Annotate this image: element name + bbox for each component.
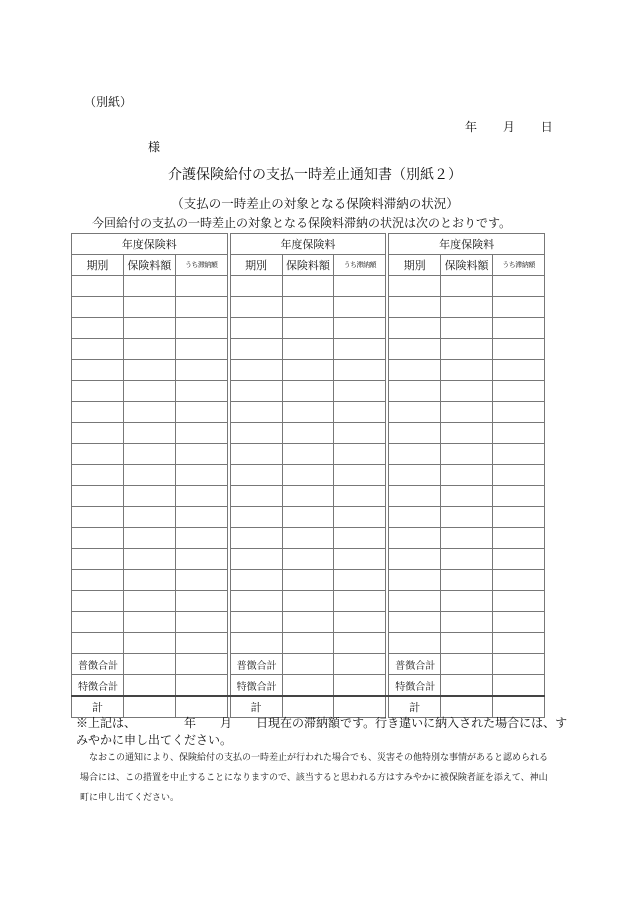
document-title: 介護保険給付の支払一時差止通知書（別紙２） bbox=[168, 167, 462, 183]
table-row bbox=[72, 444, 545, 465]
table-cell bbox=[441, 570, 493, 591]
table-cell bbox=[123, 591, 175, 612]
table-cell bbox=[282, 591, 334, 612]
summary-label: 特徴合計 bbox=[72, 675, 124, 697]
summary-label: 計 bbox=[230, 696, 282, 718]
table-cell bbox=[123, 402, 175, 423]
table-row bbox=[72, 465, 545, 486]
table-cell bbox=[230, 402, 282, 423]
table-cell bbox=[123, 633, 175, 654]
table-cell bbox=[334, 486, 386, 507]
table-cell bbox=[282, 549, 334, 570]
group-header: 年度保険料 bbox=[230, 234, 386, 255]
table-cell bbox=[282, 654, 334, 675]
table-cell bbox=[230, 570, 282, 591]
table-cell bbox=[72, 570, 124, 591]
table-cell bbox=[175, 360, 227, 381]
table-cell bbox=[230, 423, 282, 444]
table-cell bbox=[334, 444, 386, 465]
summary-label: 計 bbox=[72, 696, 124, 718]
table-cell bbox=[175, 549, 227, 570]
table-cell bbox=[493, 612, 545, 633]
table-cell bbox=[175, 318, 227, 339]
table-cell bbox=[175, 507, 227, 528]
table-cell bbox=[493, 486, 545, 507]
table-cell bbox=[72, 276, 124, 297]
table-cell bbox=[175, 339, 227, 360]
table-cell bbox=[493, 675, 545, 697]
table-cell bbox=[72, 591, 124, 612]
table-cell bbox=[72, 318, 124, 339]
column-header: 期別 bbox=[230, 255, 282, 276]
table-cell bbox=[230, 528, 282, 549]
column-header: 期別 bbox=[389, 255, 441, 276]
table-cell bbox=[230, 612, 282, 633]
table-cell bbox=[493, 465, 545, 486]
table-cell bbox=[282, 402, 334, 423]
date-month: 月 bbox=[502, 120, 515, 134]
table-cell bbox=[175, 528, 227, 549]
arrears-table bbox=[71, 233, 545, 718]
table-row bbox=[72, 528, 545, 549]
table-cell bbox=[230, 381, 282, 402]
column-header: うち滞納額 bbox=[493, 255, 545, 276]
table-cell bbox=[175, 612, 227, 633]
table-row bbox=[72, 402, 545, 423]
table-cell bbox=[334, 549, 386, 570]
table-cell bbox=[493, 423, 545, 444]
table-row bbox=[72, 549, 545, 570]
table-cell bbox=[282, 465, 334, 486]
note-line-1 bbox=[76, 714, 567, 731]
date-line bbox=[465, 118, 553, 135]
table-cell bbox=[175, 381, 227, 402]
table-cell bbox=[441, 423, 493, 444]
table-row bbox=[72, 507, 545, 528]
table-cell bbox=[123, 423, 175, 444]
table-cell bbox=[230, 486, 282, 507]
table-cell bbox=[123, 297, 175, 318]
table-cell bbox=[493, 633, 545, 654]
table-cell bbox=[123, 507, 175, 528]
table-cell bbox=[123, 276, 175, 297]
table-cell bbox=[389, 591, 441, 612]
table-cell bbox=[441, 360, 493, 381]
note-rest: 日現在の滞納額です。行き違いに納入された場合には、す bbox=[256, 716, 568, 730]
table-cell bbox=[334, 360, 386, 381]
table-cell bbox=[493, 297, 545, 318]
table-cell bbox=[230, 360, 282, 381]
table-cell bbox=[230, 318, 282, 339]
table-cell bbox=[441, 486, 493, 507]
table-cell bbox=[493, 402, 545, 423]
table-cell bbox=[441, 675, 493, 697]
table-cell bbox=[230, 633, 282, 654]
note-prefix: ※上記は、 bbox=[76, 716, 137, 730]
group-header: 年度保険料 bbox=[389, 234, 545, 255]
table-cell bbox=[441, 381, 493, 402]
table-cell bbox=[123, 339, 175, 360]
table-cell bbox=[123, 381, 175, 402]
summary-label: 普徴合計 bbox=[72, 654, 124, 675]
column-header: 保険料額 bbox=[282, 255, 334, 276]
date-year: 年 bbox=[465, 120, 478, 134]
table-cell bbox=[334, 381, 386, 402]
table-cell bbox=[282, 360, 334, 381]
table-row bbox=[72, 276, 545, 297]
table-cell bbox=[72, 507, 124, 528]
table-cell bbox=[441, 591, 493, 612]
table-cell bbox=[282, 318, 334, 339]
table-cell bbox=[230, 465, 282, 486]
table-cell bbox=[282, 528, 334, 549]
table-cell bbox=[230, 591, 282, 612]
date-day: 日 bbox=[540, 120, 553, 134]
table-cell bbox=[441, 612, 493, 633]
table-cell bbox=[389, 276, 441, 297]
table-cell bbox=[389, 339, 441, 360]
table-cell bbox=[72, 465, 124, 486]
table-cell bbox=[334, 654, 386, 675]
table-cell bbox=[123, 675, 175, 697]
table-cell bbox=[389, 465, 441, 486]
table-cell bbox=[123, 528, 175, 549]
table-cell bbox=[493, 276, 545, 297]
column-header: 期別 bbox=[72, 255, 124, 276]
table-cell bbox=[493, 654, 545, 675]
table-row bbox=[72, 339, 545, 360]
table-cell bbox=[334, 675, 386, 697]
table-cell bbox=[123, 465, 175, 486]
table-cell bbox=[282, 444, 334, 465]
table-cell bbox=[334, 507, 386, 528]
table-row bbox=[72, 423, 545, 444]
table-cell bbox=[175, 444, 227, 465]
table-cell bbox=[334, 465, 386, 486]
table-cell bbox=[282, 570, 334, 591]
table-cell bbox=[493, 591, 545, 612]
table-cell bbox=[175, 465, 227, 486]
table-cell bbox=[123, 318, 175, 339]
summary-row bbox=[72, 654, 545, 675]
table-cell bbox=[389, 549, 441, 570]
table-cell bbox=[72, 486, 124, 507]
table-cell bbox=[282, 423, 334, 444]
table-cell bbox=[123, 612, 175, 633]
table-row bbox=[72, 612, 545, 633]
column-header: うち滞納額 bbox=[175, 255, 227, 276]
table-cell bbox=[282, 297, 334, 318]
table-cell bbox=[282, 612, 334, 633]
table-cell bbox=[389, 633, 441, 654]
table-cell bbox=[72, 339, 124, 360]
table-cell bbox=[334, 276, 386, 297]
table-cell bbox=[389, 507, 441, 528]
table-cell bbox=[389, 318, 441, 339]
table-cell bbox=[175, 297, 227, 318]
table-cell bbox=[282, 486, 334, 507]
table-row bbox=[72, 486, 545, 507]
table-cell bbox=[389, 402, 441, 423]
table-cell bbox=[441, 339, 493, 360]
table-cell bbox=[441, 276, 493, 297]
table-cell bbox=[72, 423, 124, 444]
table-cell bbox=[334, 528, 386, 549]
column-header: 保険料額 bbox=[123, 255, 175, 276]
table-cell bbox=[230, 276, 282, 297]
table-cell bbox=[72, 549, 124, 570]
table-cell bbox=[175, 654, 227, 675]
table-cell bbox=[230, 444, 282, 465]
table-cell bbox=[175, 486, 227, 507]
table-row bbox=[72, 360, 545, 381]
table-cell bbox=[334, 423, 386, 444]
table-cell bbox=[72, 381, 124, 402]
summary-label: 計 bbox=[389, 696, 441, 718]
table-cell bbox=[175, 276, 227, 297]
table-cell bbox=[282, 507, 334, 528]
table-cell bbox=[334, 297, 386, 318]
table-cell bbox=[175, 633, 227, 654]
table-cell bbox=[493, 570, 545, 591]
table-cell bbox=[389, 486, 441, 507]
table-cell bbox=[72, 297, 124, 318]
table-cell bbox=[493, 444, 545, 465]
table-cell bbox=[441, 633, 493, 654]
table-cell bbox=[334, 318, 386, 339]
table-cell bbox=[72, 402, 124, 423]
table-cell bbox=[389, 360, 441, 381]
summary-label: 特徴合計 bbox=[230, 675, 282, 697]
table-row bbox=[72, 381, 545, 402]
table-cell bbox=[123, 570, 175, 591]
table-cell bbox=[334, 612, 386, 633]
table-cell bbox=[123, 444, 175, 465]
summary-label: 普徴合計 bbox=[230, 654, 282, 675]
note-line-2: みやかに申し出てください。 bbox=[76, 733, 233, 747]
attachment-label: （別紙） bbox=[84, 95, 133, 109]
table-cell bbox=[389, 381, 441, 402]
table-cell bbox=[334, 402, 386, 423]
table-cell bbox=[441, 297, 493, 318]
table-cell bbox=[282, 633, 334, 654]
table-cell bbox=[493, 318, 545, 339]
table-cell bbox=[72, 528, 124, 549]
table-cell bbox=[441, 528, 493, 549]
column-header-row bbox=[72, 255, 545, 276]
table-cell bbox=[123, 486, 175, 507]
table-cell bbox=[493, 549, 545, 570]
notice-paragraph-text: なおこの通知により、保険給付の支払の一時差止が行われた場合でも、災害その他特別な事情があると認められる場合には、この措置を中止することになりますので、該当すると思われる方はすみやかに被保険者証を添えて、神山町に申し出てください。 bbox=[80, 753, 549, 803]
table-cell bbox=[334, 570, 386, 591]
summary-label: 特徴合計 bbox=[389, 675, 441, 697]
group-header: 年度保険料 bbox=[72, 234, 228, 255]
table-cell bbox=[175, 675, 227, 697]
table-cell bbox=[493, 381, 545, 402]
table-cell bbox=[389, 297, 441, 318]
table-row bbox=[72, 633, 545, 654]
table-cell bbox=[282, 381, 334, 402]
table-cell bbox=[72, 444, 124, 465]
table-cell bbox=[175, 570, 227, 591]
table-cell bbox=[123, 360, 175, 381]
column-header: うち滞納額 bbox=[334, 255, 386, 276]
table-cell bbox=[282, 339, 334, 360]
table-cell bbox=[230, 297, 282, 318]
table-cell bbox=[230, 507, 282, 528]
table-cell bbox=[230, 549, 282, 570]
table-cell bbox=[493, 507, 545, 528]
summary-row bbox=[72, 675, 545, 697]
table-cell bbox=[175, 423, 227, 444]
table-row bbox=[72, 318, 545, 339]
table-cell bbox=[123, 654, 175, 675]
table-cell bbox=[389, 612, 441, 633]
table-cell bbox=[389, 423, 441, 444]
table-cell bbox=[389, 444, 441, 465]
table-cell bbox=[493, 360, 545, 381]
intro-text: 今回給付の支払の一時差止の対象となる保険料滞納の状況は次のとおりです。 bbox=[92, 216, 512, 230]
table-cell bbox=[175, 591, 227, 612]
table-cell bbox=[72, 360, 124, 381]
table-cell bbox=[441, 549, 493, 570]
document-subtitle: （支払の一時差止の対象となる保険料滞納の状況） bbox=[171, 196, 459, 211]
table-cell bbox=[72, 633, 124, 654]
table-cell bbox=[441, 444, 493, 465]
note-month: 月 bbox=[220, 716, 233, 730]
table-cell bbox=[441, 402, 493, 423]
table-cell bbox=[282, 276, 334, 297]
table-cell bbox=[175, 402, 227, 423]
recipient-suffix: 様 bbox=[148, 140, 161, 154]
table-cell bbox=[493, 339, 545, 360]
table-cell bbox=[282, 675, 334, 697]
summary-label: 普徴合計 bbox=[389, 654, 441, 675]
table-cell bbox=[493, 528, 545, 549]
table-cell bbox=[441, 465, 493, 486]
table-cell bbox=[441, 318, 493, 339]
table-cell bbox=[334, 591, 386, 612]
note-year: 年 bbox=[184, 716, 197, 730]
table-row bbox=[72, 570, 545, 591]
table-cell bbox=[389, 570, 441, 591]
table-cell bbox=[123, 549, 175, 570]
table-cell bbox=[441, 507, 493, 528]
table-row bbox=[72, 591, 545, 612]
group-header-row bbox=[72, 234, 545, 255]
table-cell bbox=[230, 339, 282, 360]
table-cell bbox=[441, 654, 493, 675]
table-cell bbox=[334, 633, 386, 654]
notice-paragraph bbox=[80, 748, 550, 808]
table-cell bbox=[389, 528, 441, 549]
table-cell bbox=[334, 339, 386, 360]
column-header: 保険料額 bbox=[441, 255, 493, 276]
table-row bbox=[72, 297, 545, 318]
table-cell bbox=[72, 612, 124, 633]
